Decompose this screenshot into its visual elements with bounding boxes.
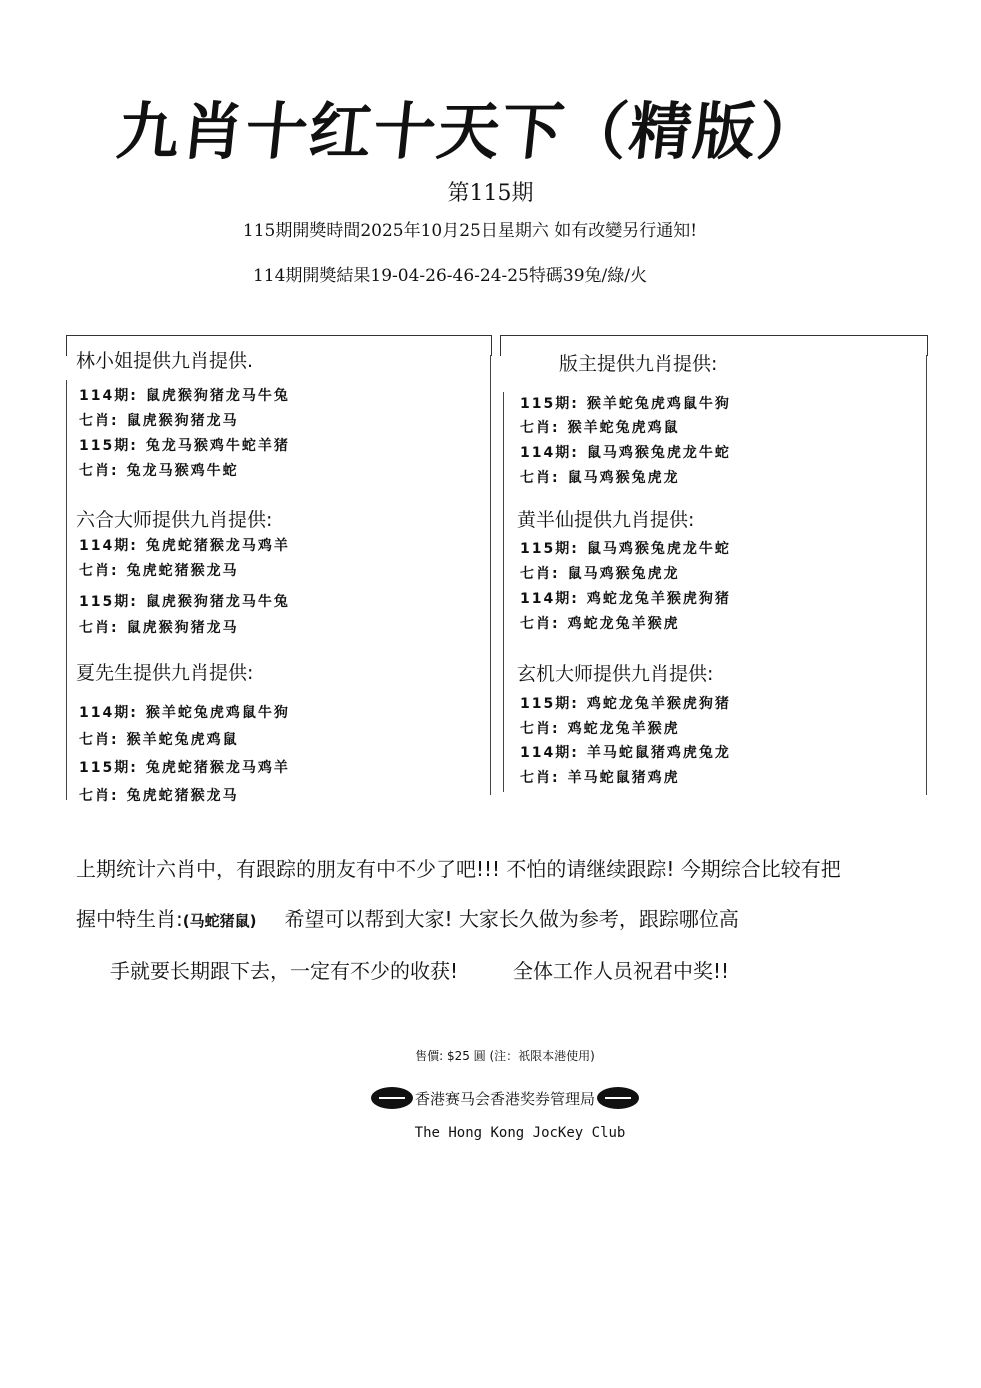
row-label: 七肖: xyxy=(520,566,560,582)
row-label: 114期: xyxy=(520,445,579,461)
row-label: 114期: xyxy=(520,745,579,761)
row-label: 115期: xyxy=(79,438,138,454)
hkjc-logo-icon xyxy=(371,1087,413,1109)
prediction-row xyxy=(520,538,731,558)
prediction-row xyxy=(520,693,731,713)
row-label: 114期: xyxy=(79,388,138,404)
divider xyxy=(66,380,67,800)
row-value: 鼠马鸡猴兔虎龙牛蛇 xyxy=(586,445,731,461)
prediction-row xyxy=(520,393,731,413)
page-title: 九肖十红十天下（精版） xyxy=(113,95,826,168)
section-title: 玄机大师提供九肖提供: xyxy=(517,663,714,685)
prediction-row xyxy=(79,785,239,805)
prediction-row xyxy=(79,435,290,455)
row-value: 鼠虎猴狗猪龙马牛兔 xyxy=(145,594,290,610)
prediction-row xyxy=(520,563,680,583)
prediction-row xyxy=(79,591,290,611)
row-label: 七肖: xyxy=(520,470,560,486)
row-label: 七肖: xyxy=(79,563,119,579)
prediction-row xyxy=(520,718,680,738)
row-label: 114期: xyxy=(79,538,138,554)
organization-line xyxy=(0,1087,981,1109)
row-value: 兔虎蛇猪猴龙马鸡羊 xyxy=(145,760,290,776)
row-value: 羊马蛇鼠猪鸡虎 xyxy=(567,770,680,786)
row-label: 114期: xyxy=(79,705,138,721)
row-value: 猴羊蛇兔虎鸡鼠牛狗 xyxy=(145,705,290,721)
section-title: 林小姐提供九肖提供. xyxy=(76,350,254,372)
prediction-row xyxy=(79,702,290,722)
prediction-row xyxy=(79,757,290,777)
message-text: 手就要长期跟下去，一定有不少的收获! xyxy=(110,959,459,983)
row-value: 兔龙马猴鸡牛蛇羊猪 xyxy=(145,438,290,454)
row-label: 七肖: xyxy=(520,616,560,632)
row-label: 114期: xyxy=(520,591,579,607)
prediction-row xyxy=(79,385,290,405)
row-value: 鸡蛇龙兔羊猴虎 xyxy=(567,616,680,632)
prediction-row xyxy=(79,729,239,749)
row-label: 七肖: xyxy=(79,788,119,804)
prediction-row xyxy=(520,613,680,633)
prediction-row xyxy=(79,617,239,637)
message-line-1: 上期统计六肖中，有跟踪的朋友有中不少了吧!!! 不怕的请继续跟踪! 今期综合比较有把 xyxy=(76,857,841,881)
club-name: The Hong Kong JocKey Club xyxy=(414,1125,626,1141)
organization-name: 香港赛马会香港奖券管理局 xyxy=(414,1089,595,1108)
row-label: 七肖: xyxy=(79,732,119,748)
divider xyxy=(926,355,927,795)
section-title: 黄半仙提供九肖提供: xyxy=(517,509,695,531)
row-label: 七肖: xyxy=(520,721,560,737)
prediction-row xyxy=(520,742,731,762)
message-line-3 xyxy=(110,955,729,984)
row-value: 猴羊蛇兔虎鸡鼠牛狗 xyxy=(586,396,731,412)
row-label: 115期: xyxy=(520,396,579,412)
special-zodiac: (马蛇猪鼠) xyxy=(182,912,257,930)
row-value: 鼠虎猴狗猪龙马牛兔 xyxy=(145,388,290,404)
row-value: 鸡蛇龙兔羊猴虎狗猪 xyxy=(586,696,731,712)
price-note: 售價: $25 圓 (注：祇限本港使用) xyxy=(415,1049,595,1063)
divider xyxy=(503,392,504,792)
prediction-row xyxy=(520,442,731,462)
prediction-row xyxy=(79,535,290,555)
row-value: 兔虎蛇猪猴龙马 xyxy=(126,563,239,579)
row-label: 115期: xyxy=(520,541,579,557)
row-label: 115期: xyxy=(520,696,579,712)
prediction-row xyxy=(79,560,239,580)
prediction-row xyxy=(520,767,680,787)
row-label: 七肖: xyxy=(520,420,560,436)
section-title: 版主提供九肖提供: xyxy=(559,353,718,375)
message-text: 握中特生肖: xyxy=(76,907,183,931)
row-label: 115期: xyxy=(79,594,138,610)
row-value: 猴羊蛇兔虎鸡鼠 xyxy=(126,732,239,748)
row-value: 猴羊蛇兔虎鸡鼠 xyxy=(567,420,680,436)
section-title: 六合大师提供九肖提供: xyxy=(76,509,273,531)
prediction-row xyxy=(79,460,239,480)
row-value: 鼠虎猴狗猪龙马 xyxy=(126,413,239,429)
row-label: 七肖: xyxy=(79,463,119,479)
row-label: 七肖: xyxy=(79,413,119,429)
divider xyxy=(490,355,491,795)
prediction-row xyxy=(520,588,731,608)
section-title: 夏先生提供九肖提供: xyxy=(76,662,254,684)
row-value: 兔虎蛇猪猴龙马鸡羊 xyxy=(145,538,290,554)
prediction-row xyxy=(520,417,680,437)
row-value: 兔虎蛇猪猴龙马 xyxy=(126,788,239,804)
prediction-row xyxy=(520,467,680,487)
message-line-2 xyxy=(76,903,739,932)
row-value: 鸡蛇龙兔羊猴虎 xyxy=(567,721,680,737)
draw-time-notice: 115期開獎時間2025年10月25日星期六 如有改變另行通知! xyxy=(242,221,698,241)
row-label: 七肖: xyxy=(520,770,560,786)
issue-number: 第115期 xyxy=(447,181,534,206)
row-label: 七肖: xyxy=(79,620,119,636)
row-value: 鼠马鸡猴兔虎龙牛蛇 xyxy=(586,541,731,557)
row-value: 羊马蛇鼠猪鸡虎兔龙 xyxy=(586,745,731,761)
row-value: 鼠虎猴狗猪龙马 xyxy=(126,620,239,636)
last-draw-result: 114期開獎結果19-04-26-46-24-25特碼39兔/綠/火 xyxy=(252,266,648,286)
row-value: 兔龙马猴鸡牛蛇 xyxy=(126,463,239,479)
message-text: 希望可以帮到大家! 大家长久做为参考，跟踪哪位高 xyxy=(284,907,739,931)
row-value: 鼠马鸡猴兔虎龙 xyxy=(567,566,680,582)
row-value: 鸡蛇龙兔羊猴虎狗猪 xyxy=(586,591,731,607)
row-value: 鼠马鸡猴兔虎龙 xyxy=(567,470,680,486)
prediction-row xyxy=(79,410,239,430)
row-label: 115期: xyxy=(79,760,138,776)
hkjc-logo-icon xyxy=(597,1087,639,1109)
message-text: 全体工作人员祝君中奖!! xyxy=(513,959,730,983)
